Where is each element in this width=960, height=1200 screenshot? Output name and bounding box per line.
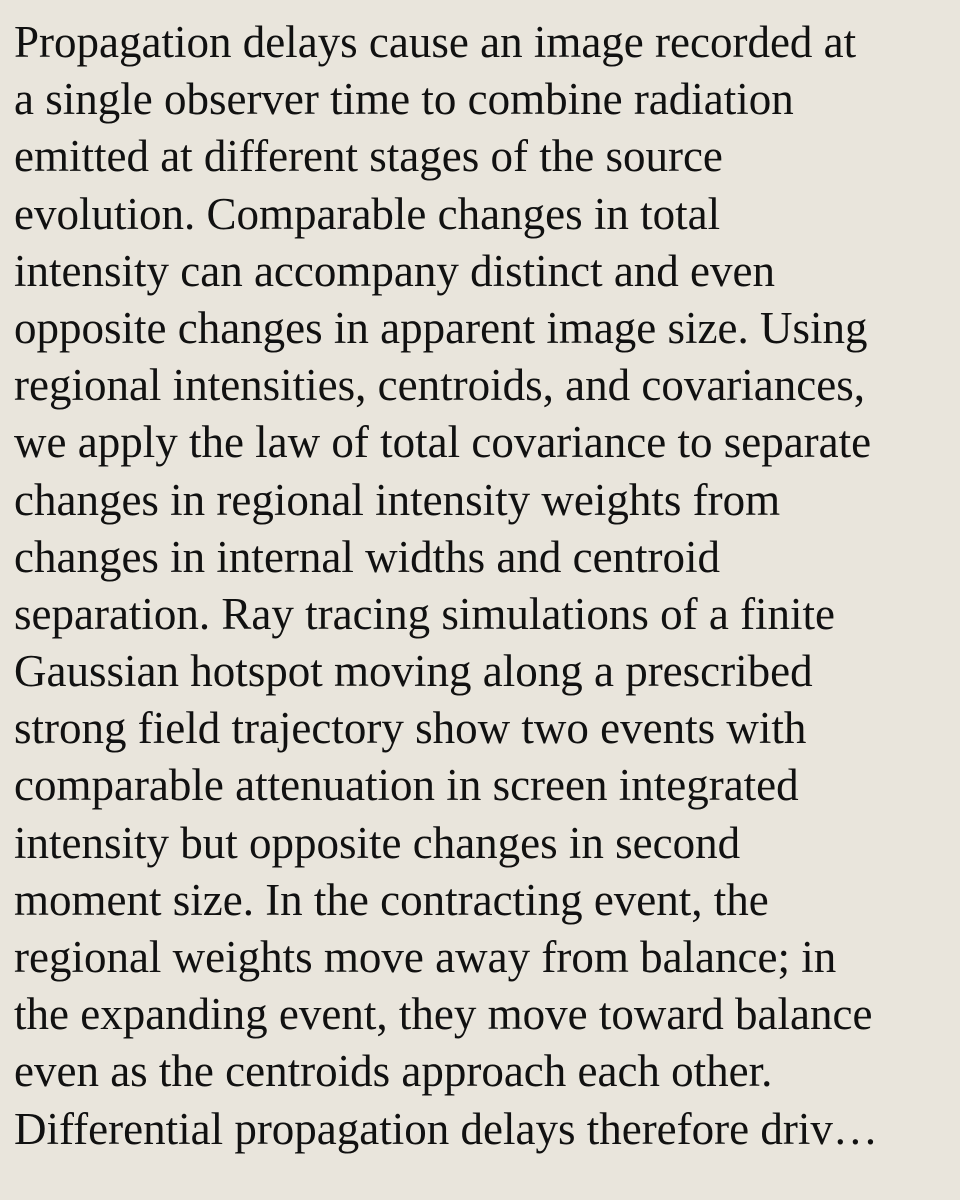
text-line: Propagation delays cause an image recorded at (14, 17, 857, 67)
text-line: opposite changes in apparent image size. Using (14, 302, 868, 353)
text-line: strong field trajectory show two events with (14, 703, 807, 754)
text-line: regional intensities, centroids, and covariances, (14, 360, 865, 411)
text-line: emitted at different stages of the source (14, 131, 723, 182)
text-line: we apply the law of total covariance to separate (14, 417, 872, 468)
abstract-paragraph (14, 14, 946, 1158)
text-line: evolution. Comparable changes in total (14, 188, 721, 239)
text-line: a single observer time to combine radiation (14, 74, 794, 125)
text-line: the expanding event, they move toward balance (14, 989, 873, 1040)
text-line: intensity but opposite changes in second (14, 817, 741, 868)
text-line: Gaussian hotspot moving along a prescribed (14, 646, 813, 697)
text-line: Differential propagation delays therefore driv… (14, 1103, 878, 1154)
text-line: changes in regional intensity weights from (14, 474, 781, 525)
text-line: regional weights move away from balance; in (14, 932, 837, 982)
text-line: comparable attenuation in screen integrated (14, 760, 799, 811)
text-line: separation. Ray tracing simulations of a finite (14, 588, 836, 639)
text-line: even as the centroids approach each other. (14, 1046, 773, 1097)
text-line: moment size. In the contracting event, the (14, 874, 769, 925)
text-line: changes in internal widths and centroid (14, 531, 721, 582)
text-line: intensity can accompany distinct and even (14, 245, 776, 296)
